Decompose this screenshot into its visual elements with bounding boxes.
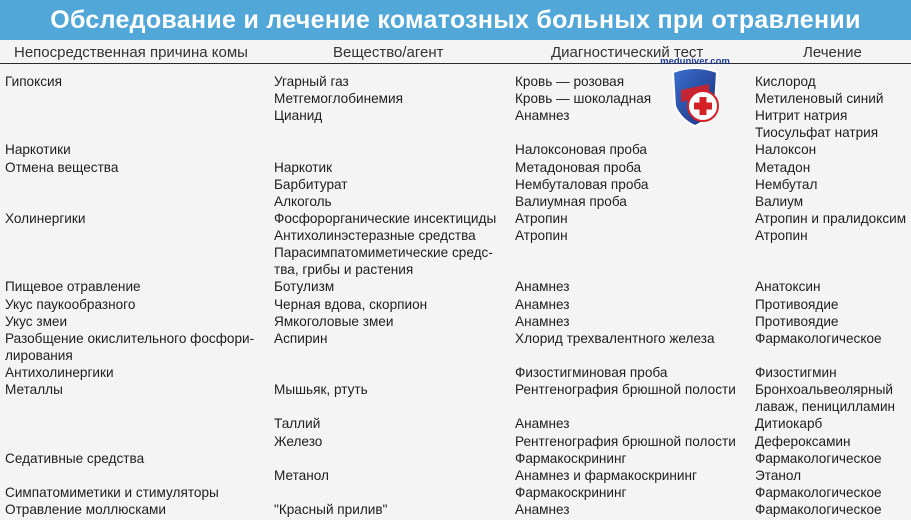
cell-cause: Симпатомиметики и стимуляторы xyxy=(5,484,219,500)
table-row xyxy=(0,330,911,347)
table-row xyxy=(0,227,911,244)
cell-test: Атропин xyxy=(515,228,568,244)
cell-cause: Отмена вещества xyxy=(5,159,119,175)
cell-test: Налоксоновая проба xyxy=(515,142,647,158)
table-row xyxy=(0,450,911,467)
cell-agent: Цианид xyxy=(274,108,323,124)
cell-agent: Железо xyxy=(274,433,323,449)
cell-agent: Мышьяк, ртуть xyxy=(274,382,368,398)
cell-agent: Фосфорорганические инсектициды xyxy=(274,210,497,226)
cell-agent: Барбитурат xyxy=(274,176,348,192)
cell-treatment: Бронхоальвеолярный xyxy=(755,382,893,398)
cell-treatment: Налоксон xyxy=(755,142,817,158)
cell-treatment: Фармакологическое xyxy=(755,330,882,346)
table-row xyxy=(0,261,911,278)
cell-cause: Наркотики xyxy=(5,142,71,158)
cell-agent: Наркотик xyxy=(274,159,333,175)
cell-test: Атропин xyxy=(515,210,568,226)
cell-agent: Угарный газ xyxy=(274,74,349,89)
cell-agent: Черная вдова, скорпион xyxy=(274,296,428,312)
cell-test: Анамнез и фармакоскрининг xyxy=(515,467,697,483)
cell-treatment: Противоядие xyxy=(755,296,839,312)
cell-agent: Ботулизм xyxy=(274,279,335,295)
medical-cross-icon xyxy=(665,66,725,128)
table-row xyxy=(0,107,911,124)
cell-cause: Гипоксия xyxy=(5,74,62,89)
cell-cause: Холинергики xyxy=(5,210,86,226)
cell-test: Анамнез xyxy=(515,296,570,312)
cell-treatment: Фармакологическое xyxy=(755,484,882,500)
cell-treatment: Физостигмин xyxy=(755,365,837,381)
cell-treatment: Фармакологическое xyxy=(755,502,882,517)
table-row xyxy=(0,484,911,501)
cell-test: Фармакоскрининг xyxy=(515,484,627,500)
header-divider xyxy=(0,63,911,64)
cell-agent: "Красный прилив" xyxy=(274,502,388,517)
cell-treatment: Тиосульфат натрия xyxy=(755,125,879,141)
cell-agent: Метгемоглобинемия xyxy=(274,91,403,107)
cell-cause: Антихолинергики xyxy=(5,365,114,381)
cell-test: Нембуталовая проба xyxy=(515,176,649,192)
cell-agent: Антихолинэстеразные средства xyxy=(274,228,476,244)
table-row xyxy=(0,347,911,364)
cell-test: Фармакоскрининг xyxy=(515,450,627,466)
table-row xyxy=(0,501,911,518)
cell-treatment: Атропин xyxy=(755,228,808,244)
cell-test: Хлорид трехвалентного железа xyxy=(515,330,715,346)
cell-treatment: Валиум xyxy=(755,193,804,209)
cell-test: Анамнез xyxy=(515,279,570,295)
cell-cause: Укус паукообразного xyxy=(5,296,136,312)
watermark-logo xyxy=(647,56,743,130)
cell-agent: Таллий xyxy=(274,416,321,432)
table-row xyxy=(0,364,911,381)
table-row xyxy=(0,141,911,158)
cell-cause: Отравление моллюсками xyxy=(5,502,166,517)
cell-treatment: Нитрит натрия xyxy=(755,108,848,124)
table-row xyxy=(0,296,911,313)
table-row xyxy=(0,415,911,432)
cell-treatment: Дитиокарб xyxy=(755,416,823,432)
table-row xyxy=(0,124,911,141)
cell-cause: Пищевое отравление xyxy=(5,279,141,295)
cell-test: Анамнез xyxy=(515,416,570,432)
cell-cause: Укус змеи xyxy=(5,313,68,329)
cell-treatment: Метадон xyxy=(755,159,811,175)
cell-test: Кровь — розовая xyxy=(515,74,625,89)
cell-cause: Седативные средства xyxy=(5,450,145,466)
table-row xyxy=(0,467,911,484)
cell-treatment: Кислород xyxy=(755,74,816,89)
cell-test: Кровь — шоколадная xyxy=(515,91,652,107)
cell-agent: Метанол xyxy=(274,467,329,483)
cell-agent: Алкоголь xyxy=(274,193,332,209)
table-row xyxy=(0,244,911,261)
cell-treatment: Противоядие xyxy=(755,313,839,329)
table-row xyxy=(0,278,911,295)
watermark-text: meduniver.com xyxy=(660,56,730,67)
cell-test: Рентгенография брюшной полости xyxy=(515,433,736,449)
cell-agent: Парасимпатомиметические средс- xyxy=(274,245,493,261)
cell-agent: Аспирин xyxy=(274,330,328,346)
column-header-test: Диагностический тест xyxy=(551,44,704,61)
table-row xyxy=(0,176,911,193)
cell-test: Анамнез xyxy=(515,108,570,124)
cell-test: Валиумная проба xyxy=(515,193,627,209)
cell-treatment: Этанол xyxy=(755,467,802,483)
table-row xyxy=(0,90,911,107)
cell-treatment: Метиленовый синий xyxy=(755,91,884,107)
cell-agent: Ямкоголовые змеи xyxy=(274,313,394,329)
cell-treatment: Дефероксамин xyxy=(755,433,851,449)
cell-test: Анамнез xyxy=(515,502,570,517)
cell-test: Метадоновая проба xyxy=(515,159,642,175)
page-title: Обследование и лечение коматозных больных при отравлении xyxy=(50,6,861,34)
cell-cause: лирования xyxy=(5,347,73,363)
cell-treatment: Анатоксин xyxy=(755,279,821,295)
cell-test: Физостигминовая проба xyxy=(515,365,668,381)
table-row xyxy=(0,433,911,450)
column-header-agent: Вещество/агент xyxy=(333,44,444,61)
table-row xyxy=(0,313,911,330)
table-row xyxy=(0,398,911,415)
cell-treatment: Фармакологическое xyxy=(755,450,882,466)
cell-treatment: Нембутал xyxy=(755,176,818,192)
cell-agent: тва, грибы и растения xyxy=(274,262,414,278)
table-row xyxy=(0,73,911,90)
column-header-treatment: Лечение xyxy=(803,44,862,61)
cell-treatment: Атропин и пралидоксим xyxy=(755,210,907,226)
cell-cause: Металлы xyxy=(5,382,63,398)
column-header-cause: Непосредственная причина комы xyxy=(14,44,248,61)
table-row xyxy=(0,159,911,176)
table-row xyxy=(0,193,911,210)
table-row xyxy=(0,210,911,227)
table-row xyxy=(0,381,911,398)
cell-test: Рентгенография брюшной полости xyxy=(515,382,736,398)
cell-test: Анамнез xyxy=(515,313,570,329)
cell-treatment: лаваж, пеницилламин xyxy=(755,399,896,415)
cell-cause: Разобщение окислительного фосфори- xyxy=(5,330,255,346)
